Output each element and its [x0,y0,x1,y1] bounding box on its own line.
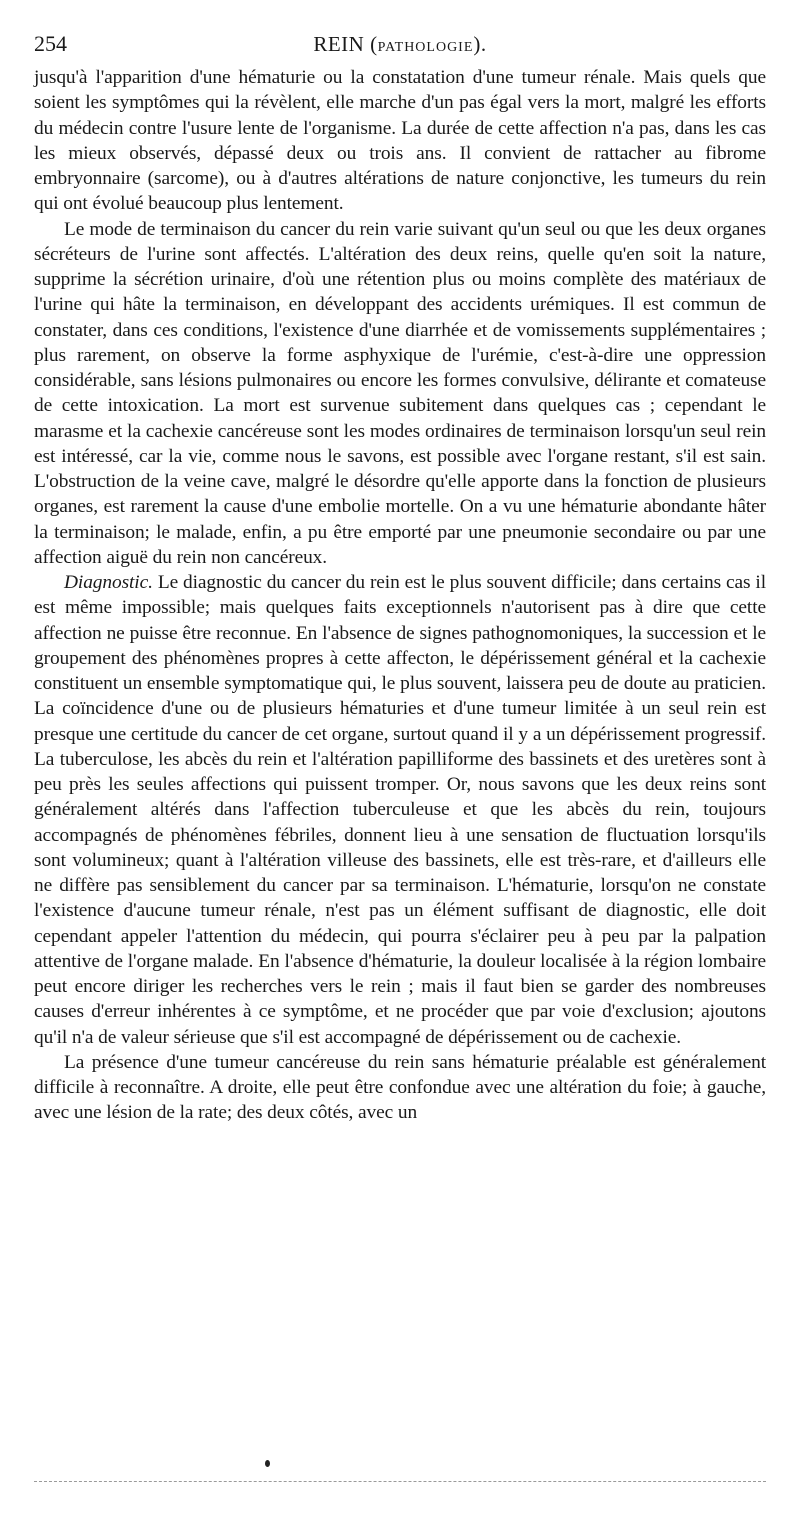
paragraph-terminaison [34,217,766,571]
body-text [34,65,766,1126]
running-title-main: REIN ( [313,32,378,56]
running-title-smallcaps: PATHOLOGIE [377,40,474,55]
page-number: 254 [34,31,67,56]
section-lead-diagnostic: Diagnostic. [64,572,153,593]
paragraph-text: jusqu'à l'apparition d'une hématurie ou la constatation d'une tumeur rénale. Mais quels que soient les symptômes qui la révèlent, elle marche d'un pas égal vers la mort, malgré les efforts du médecin contre l'usure lente de l'organisme. La durée de cette affection n'a pas, dans les cas les mieux observés, dépassé deux ou trois ans. Il convient de rattacher au fibrome embryonnaire (sarcome), ou à d'autres altérations de nature conjonctive, les tumeurs du rein qui ont évolué beaucoup plus lentement. [34,67,766,215]
print-mark [265,1460,270,1467]
book-page [34,0,766,1517]
running-title [34,30,766,62]
paragraph-continuation [34,65,766,217]
paragraph-presence [34,1050,766,1126]
paragraph-text: Le mode de terminaison du cancer du rein varie suivant qu'un seul ou que les deux organes sécréteurs de l'urine sont affectés. L'altération des deux reins, quelle qu'en soit la nature, supprime la sécrétion urinaire, d'où une rétention plus ou moins complète des matériaux de l'urine qui hâte la terminaison, en développant des accidents urémiques. Il est commun de constater, dans ces conditions, l'existence d'une diarrhée et de vomissements supplémentaires ; plus rarement, on observe la forme asphyxique de l'urémie, c'est-à-dire une oppression considérable, sans lésions pulmonaires ou encore les formes convulsive, délirante et comateuse de cette intoxication. La mort est survenue subitement dans quelques cas ; cependant le marasme et la cachexie cancéreuse sont les modes ordinaires de terminaison lorsqu'un seul rein est intéressé, car la vie, comme nous le savons, est possible avec l'organe restant, s'il est sain. L'obstruction de la veine cave, malgré le désordre qu'elle apporte dans la fonction de plusieurs organes, est rarement la cause d'une embolie mortelle. On a vu une hématurie abondante hâter la terminaison; le malade, enfin, a pu être emporté par une pneumonie secondaire ou par une affection aiguë du rein non cancéreux. [34,218,766,568]
paragraph-text: Le diagnostic du cancer du rein est le plus souvent difficile; dans certains cas il est même impossible; mais quelques faits exceptionnels n'autorisent pas à dire que cette affection ne puisse être reconnue. En l'absence de signes pathognomoniques, la succession et le groupement des phénomènes propres à cette affecton, le dépérissement général et la cachexie constituent un ensemble symptomatique qui, le plus souvent, laissera peu de doute au praticien. La coïncidence d'une ou de plusieurs hématuries et d'une tumeur limitée à un seul rein est presque une certitude du cancer de cet organe, surtout quand il y a un dépérissement progressif. La tuberculose, les abcès du rein et l'altération papilliforme des bassinets et des uretères sont à peu près les seules affections qui puissent tromper. Or, nous savons que les deux reins sont généralement altérés dans l'affection tuberculeuse et que les abcès du rein, toujours accompagnés de phénomènes fébriles, donnent lieu à une sensation de fluctuation lorsqu'ils sont volumineux; quant à l'altération villeuse des bassinets, elle est très-rare, et d'ailleurs elle ne diffère pas sensiblement du cancer par sa terminaison. L'hématurie, lorsqu'on ne constate l'existence d'aucune tumeur rénale, n'est pas un élément suffisant de diagnostic, elle doit cependant appeler l'attention du médecin, qui pourra s'éclairer peu à peu par la palpation attentive de l'organe malade. En l'absence d'hématurie, la douleur localisée à la région lombaire peut encore diriger les recherches vers le rein ; mais il faut bien se garder des nombreuses causes d'erreur inhérentes à ce symptôme, et ne procéder que par voie d'exclusion; ajoutons qu'il n'a de valeur sérieuse que s'il est accompagné de dépérissement ou de cachexie. [34,572,766,1048]
running-title-close: ). [473,32,487,56]
paragraph-text: La présence d'une tumeur cancéreuse du rein sans hématurie préalable est généralement difficile à reconnaître. A droite, elle peut être confondue avec une altération du foie; à gauche, avec une lésion de la rate; des deux côtés, avec un [34,1051,766,1124]
paragraph-diagnostic [34,570,766,1050]
footer-rule [34,1481,766,1482]
running-head [34,30,766,58]
